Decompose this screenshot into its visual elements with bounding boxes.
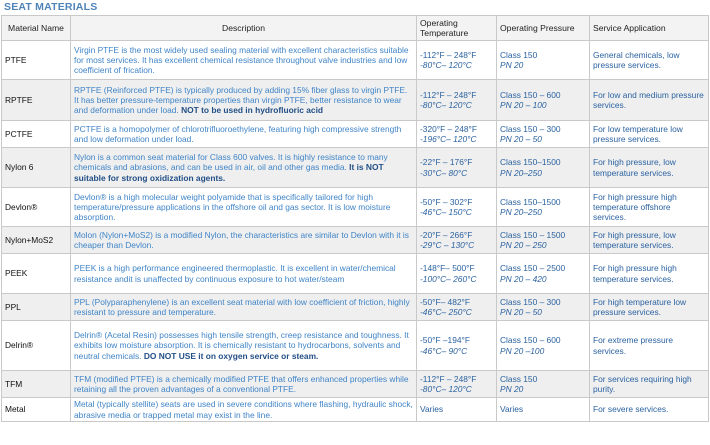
material-description: [71, 80, 417, 121]
temperature-fahrenheit: -50°F –194°F: [420, 335, 470, 346]
temperature-celsius: -46°C– 150°C: [420, 207, 472, 217]
temperature-celsius: -30°C– 80°C: [420, 167, 468, 178]
temperature-fahrenheit: -320°F – 248°F: [420, 123, 477, 134]
warning-text: It is NOT suitable for strong oxidization agents.: [74, 162, 384, 183]
operating-temperature: [417, 148, 497, 188]
service-application: For high pressure high temperature services.: [590, 254, 709, 294]
pressure-class: Varies: [500, 404, 524, 415]
operating-temperature: [417, 254, 497, 294]
table-row: [2, 148, 709, 188]
description-text: Nylon is a common seat material for Class 600 valves. It is highly resistance to many chemicals and abrasions, and can be used in air, oil and other gas media.: [74, 152, 388, 173]
operating-pressure: [497, 371, 590, 398]
pressure-pn: PN 20 – 420: [500, 273, 547, 284]
operating-temperature: [417, 371, 497, 398]
table-row: [2, 398, 709, 422]
operating-temperature: [417, 41, 497, 80]
material-name: Delrin®: [2, 321, 71, 371]
service-application: For severe services.: [590, 398, 709, 422]
temperature-fahrenheit: -112°F – 248°F: [420, 89, 477, 100]
temperature-fahrenheit: -22°F – 176°F: [420, 157, 473, 168]
warning-text: DO NOT USE it on oxygen service or steam.: [143, 350, 319, 361]
service-application: For services requiring high purity.: [590, 371, 709, 398]
seat-materials-table: [1, 15, 709, 422]
table-row: [2, 371, 709, 398]
temperature-celsius: -100°C– 260°C: [420, 273, 477, 284]
temperature-celsius: -46°C– 90°C: [420, 345, 468, 356]
service-application: For low and medium pressure services.: [590, 80, 709, 121]
description-text: PPL (Polyparaphenylene) is an excellent seat material with low coefficient of friction, highly resistant to pressure and temperature.: [74, 296, 410, 317]
operating-temperature: [417, 188, 497, 227]
description-text: Metal (typically stellite) seats are used in severe conditions where flashing, hydraulic shock, abrasive media or trapped metal may exist in the line.: [74, 399, 413, 420]
description-text: Devlon® is a high molecular weight polyamide that is specifically tailored for high temperature/pressure applications in the offshore oil and gas sector. It is low moisture absorption.: [74, 191, 391, 223]
table-row: [2, 80, 709, 121]
description-text: Virgin PTFE is the most widely used sealing material with excellent characteristics suitable for most services. It has excellent chemical resistance throughout valve industries and low coefficient of frication.: [74, 44, 409, 76]
pressure-class: Class 150 – 600: [500, 335, 561, 346]
temperature-fahrenheit: Varies: [420, 404, 444, 415]
operating-pressure: [497, 41, 590, 80]
material-description: [71, 148, 417, 188]
pressure-pn: PN 20 – 100: [500, 100, 547, 110]
header-row: [2, 16, 709, 41]
operating-pressure: [497, 294, 590, 321]
service-application: For extreme pressure services.: [590, 321, 709, 371]
operating-pressure: [497, 321, 590, 371]
material-description: [71, 321, 417, 371]
temperature-celsius: -80°C– 120°C: [420, 384, 472, 394]
material-description: [71, 188, 417, 227]
table-row: [2, 254, 709, 294]
pressure-class: Class 150 – 300: [500, 296, 561, 307]
pressure-pn: PN 20–250: [500, 167, 542, 178]
temperature-fahrenheit: -112°F – 248°F: [420, 49, 477, 60]
temperature-fahrenheit: -148°F– 500°F: [420, 263, 475, 274]
material-name: Nylon 6: [2, 148, 71, 188]
pressure-pn: PN 20: [500, 60, 524, 70]
material-description: [71, 294, 417, 321]
temperature-celsius: -196°C– 120°C: [420, 134, 477, 144]
pressure-class: Class 150 – 1500: [500, 229, 566, 240]
material-name: PTFE: [2, 41, 71, 80]
operating-pressure: [497, 254, 590, 294]
material-description: [71, 398, 417, 422]
operating-temperature: [417, 80, 497, 121]
pressure-pn: PN 20 – 50: [500, 307, 542, 317]
material-name: Devlon®: [2, 188, 71, 227]
warning-text: NOT to be used in hydrofluoric acid: [181, 105, 324, 116]
service-application: For high pressure, low temperature services.: [590, 227, 709, 254]
header-material-name: Material Name: [2, 16, 71, 41]
operating-temperature: [417, 121, 497, 148]
temperature-fahrenheit: -112°F – 248°F: [420, 373, 477, 384]
table-row: [2, 227, 709, 254]
pressure-class: Class 150 – 2500: [500, 263, 566, 274]
description-text: PCTFE is a homopolymer of chlorotrifluoroethylene, featuring high compressive strength and low deformation under load.: [74, 123, 402, 144]
operating-pressure: [497, 227, 590, 254]
description-text: PEEK is a high performance engineered thermoplastic. It is excellent in water/chemical resistance andit is unaffected by continuous exposure to hot water/steam: [74, 263, 396, 284]
pressure-class: Class 150 – 600: [500, 89, 561, 100]
material-name: PEEK: [2, 254, 71, 294]
description-text: RPTFE (Reinforced PTFE) is typically produced by adding 15% fiber glass to virgin PTFE. It has better pressure-temperature properties than virgin PTFE, better resistance to wear and deformation under load.: [74, 84, 408, 116]
pressure-class: Class 150 – 300: [500, 123, 561, 134]
service-application: General chemicals, low pressure services.: [590, 41, 709, 80]
operating-pressure: [497, 148, 590, 188]
material-name: Metal: [2, 398, 71, 422]
operating-pressure: [497, 398, 590, 422]
material-description: [71, 41, 417, 80]
material-description: [71, 121, 417, 148]
pressure-class: Class 150: [500, 373, 538, 384]
operating-pressure: [497, 121, 590, 148]
description-text: TFM (modified PTFE) is a chemically modified PTFE that offers enhanced properties while retaining all the proven advantages of a conventional PTFE.: [74, 373, 409, 394]
operating-pressure: [497, 188, 590, 227]
service-application: For high temperature low pressure services.: [590, 294, 709, 321]
section-title: SEAT MATERIALS: [4, 1, 98, 13]
operating-pressure: [497, 80, 590, 121]
service-application: For low temperature low pressure services.: [590, 121, 709, 148]
pressure-pn: PN 20: [500, 384, 524, 394]
pressure-pn: PN 20 –100: [500, 345, 545, 356]
pressure-class: Class 150: [500, 49, 538, 60]
material-name: PCTFE: [2, 121, 71, 148]
pressure-pn: PN 20–250: [500, 207, 542, 217]
operating-temperature: [417, 398, 497, 422]
temperature-celsius: -46°C– 250°C: [420, 307, 472, 317]
header-operating-pressure: Operating Pressure: [497, 16, 590, 41]
material-description: [71, 227, 417, 254]
header-operating-temperature: Operating Temperature: [417, 16, 497, 41]
operating-temperature: [417, 321, 497, 371]
description-text: Molon (Nylon+MoS2) is a modified Nylon, the characteristics are similar to Devlon with it is cheaper than Devlon.: [74, 229, 409, 250]
temperature-celsius: -80°C– 120°C: [420, 100, 472, 110]
pressure-pn: PN 20 – 50: [500, 134, 542, 144]
material-name: Nylon+MoS2: [2, 227, 71, 254]
table-row: [2, 121, 709, 148]
operating-temperature: [417, 227, 497, 254]
material-description: [71, 371, 417, 398]
table-row: [2, 321, 709, 371]
pressure-class: Class 150–1500: [500, 196, 561, 207]
table-row: [2, 188, 709, 227]
pressure-pn: PN 20 – 250: [500, 240, 547, 250]
pressure-class: Class 150–1500: [500, 157, 561, 168]
header-description: Description: [71, 16, 417, 41]
material-name: TFM: [2, 371, 71, 398]
table-row: [2, 294, 709, 321]
service-application: For high pressure, low temperature services.: [590, 148, 709, 188]
table-row: [2, 41, 709, 80]
header-service-application: Service Application: [590, 16, 709, 41]
description-text: Delrin® (Acetal Resin) possesses high tensile strength, creep resistance and toughness. It exhibits low moisture absorption. It is chemically resistant to hydrocarbons, solvents and neutral chemicals.: [74, 330, 409, 361]
material-description: [71, 254, 417, 294]
temperature-fahrenheit: -20°F – 266°F: [420, 229, 473, 240]
temperature-celsius: -80°C– 120°C: [420, 60, 472, 70]
temperature-fahrenheit: -50°F– 482°F: [420, 296, 470, 307]
temperature-celsius: -29°C – 130°C: [420, 240, 475, 250]
operating-temperature: [417, 294, 497, 321]
temperature-fahrenheit: -50°F – 302°F: [420, 196, 473, 207]
service-application: For high pressure high temperature offshore services.: [590, 188, 709, 227]
material-name: RPTFE: [2, 80, 71, 121]
material-name: PPL: [2, 294, 71, 321]
